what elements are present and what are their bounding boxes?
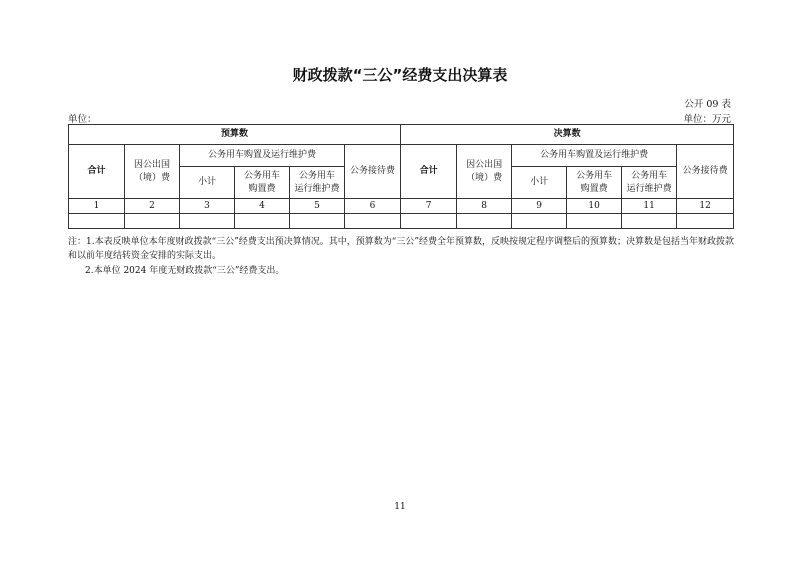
column-number: 12 (677, 199, 734, 214)
column-number: 4 (235, 199, 290, 214)
final-abroad-header (457, 145, 512, 199)
column-number: 7 (401, 199, 457, 214)
data-row-empty (69, 214, 734, 229)
table-cell (69, 214, 125, 229)
column-number: 2 (125, 199, 180, 214)
column-number: 3 (180, 199, 235, 214)
budget-purchase-header (235, 167, 290, 199)
column-number: 1 (69, 199, 125, 214)
table-cell (457, 214, 512, 229)
form-number: 公开 09 表 (684, 99, 731, 110)
currency-unit-label: 单位：万元 (683, 114, 731, 125)
table-cell (512, 214, 567, 229)
table-cell (345, 214, 401, 229)
budget-reception-header: 公务接待费 (345, 145, 401, 199)
budget-header: 预算数 (69, 125, 401, 145)
table-cell (180, 214, 235, 229)
header-row-categories (69, 145, 734, 167)
abroad-line1: 因公出国 (133, 159, 170, 170)
notes (68, 235, 734, 278)
budget-vehicle-group-header: 公务用车购置及运行维护费 (180, 145, 345, 167)
note-1: 注：1.本表反映单位本年度财政拨款“三公”经费支出预决算情况。其中，预算数为“三公”经费全年预算数，反映按规定程序调整后的预算数；决算数是包括当年财政拨款和以前年度结转资金安排的实际支出。 (68, 237, 734, 261)
final-reception-header: 公务接待费 (677, 145, 734, 199)
table-cell (235, 214, 290, 229)
column-number: 9 (512, 199, 567, 214)
budget-maintenance-header (290, 167, 345, 199)
budget-total-header: 合计 (69, 145, 125, 199)
final-total-header: 合计 (401, 145, 457, 199)
budget-abroad-header (125, 145, 180, 199)
page-number: 11 (394, 502, 406, 512)
abroad-line1: 因公出国 (466, 159, 503, 170)
purchase-line2: 购置费 (580, 183, 608, 194)
table-cell (401, 214, 457, 229)
column-number: 8 (457, 199, 512, 214)
final-subtotal-header: 小计 (512, 167, 567, 199)
column-number: 11 (622, 199, 677, 214)
final-header: 决算数 (401, 125, 734, 145)
table-cell (567, 214, 622, 229)
maint-line1: 公务用车 (298, 170, 335, 181)
header-row-sections (69, 125, 734, 145)
purchase-line1: 公务用车 (576, 170, 613, 181)
maint-line2: 运行维护费 (626, 183, 672, 194)
final-purchase-header (567, 167, 622, 199)
abroad-line2: （境）费 (466, 172, 503, 183)
three-public-expenses-table (68, 124, 734, 229)
table-cell (125, 214, 180, 229)
maint-line1: 公务用车 (631, 170, 668, 181)
purchase-line2: 购置费 (248, 183, 276, 194)
column-number: 6 (345, 199, 401, 214)
abroad-line2: （境）费 (133, 172, 170, 183)
table-cell (677, 214, 734, 229)
budget-subtotal-header: 小计 (180, 167, 235, 199)
note-2: 2.本单位 2024 年度无财政拨款“三公”经费支出。 (85, 266, 285, 276)
table-cell (290, 214, 345, 229)
purchase-line1: 公务用车 (243, 170, 280, 181)
column-number-row (69, 199, 734, 214)
column-number: 10 (567, 199, 622, 214)
page-title: 财政拨款“三公”经费支出决算表 (292, 66, 508, 84)
final-maintenance-header (622, 167, 677, 199)
unit-label: 单位： (68, 114, 97, 125)
final-vehicle-group-header: 公务用车购置及运行维护费 (512, 145, 677, 167)
table-cell (622, 214, 677, 229)
column-number: 5 (290, 199, 345, 214)
maint-line2: 运行维护费 (294, 183, 340, 194)
